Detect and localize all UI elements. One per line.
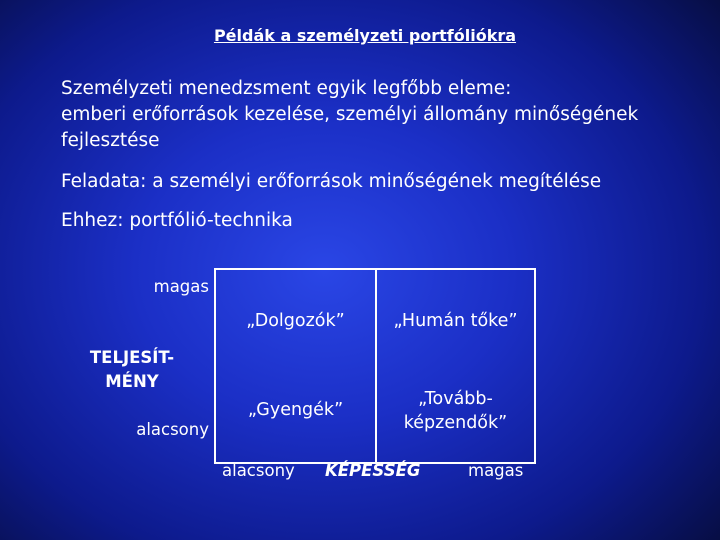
- matrix-right-border: [534, 268, 536, 464]
- y-axis-title-line-2: MÉNY: [105, 372, 159, 391]
- y-axis-low-label: alacsony: [136, 420, 209, 439]
- y-axis-title-line-1: TELJESÍT-: [89, 348, 175, 367]
- intro-line-2: emberi erőforrások kezelése, személyi állomány minőségének: [61, 104, 639, 125]
- x-axis-high-label: magas: [468, 461, 524, 480]
- y-axis-high-label: magas: [153, 277, 209, 296]
- method-paragraph: Ehhez: portfólió-technika: [61, 210, 293, 231]
- task-paragraph: Feladata: a személyi erőforrások minőségének megítélése: [61, 171, 602, 192]
- cell-dolgozok: „Dolgozók”: [246, 311, 345, 331]
- cell-human-toke: „Humán tőke”: [393, 311, 518, 331]
- cell-tovabbkepzendok-line-1: „Tovább-: [418, 389, 493, 409]
- slide-title: Példák a személyzeti portfóliókra: [213, 26, 517, 45]
- x-axis-low-label: alacsony: [222, 461, 295, 480]
- cell-tovabbkepzendok: [377, 387, 534, 435]
- cell-tovabbkepzendok-line-2: képzendők”: [403, 413, 508, 433]
- intro-paragraph: [61, 76, 638, 154]
- cell-gyengek: „Gyengék”: [247, 400, 344, 420]
- intro-line-3: fejlesztése: [61, 130, 160, 151]
- y-axis-title: [82, 346, 182, 394]
- x-axis-title: KÉPESSÉG: [325, 461, 421, 480]
- matrix-left-border: [214, 268, 216, 464]
- intro-line-1: Személyzeti menedzsment egyik legfőbb eleme:: [61, 78, 512, 99]
